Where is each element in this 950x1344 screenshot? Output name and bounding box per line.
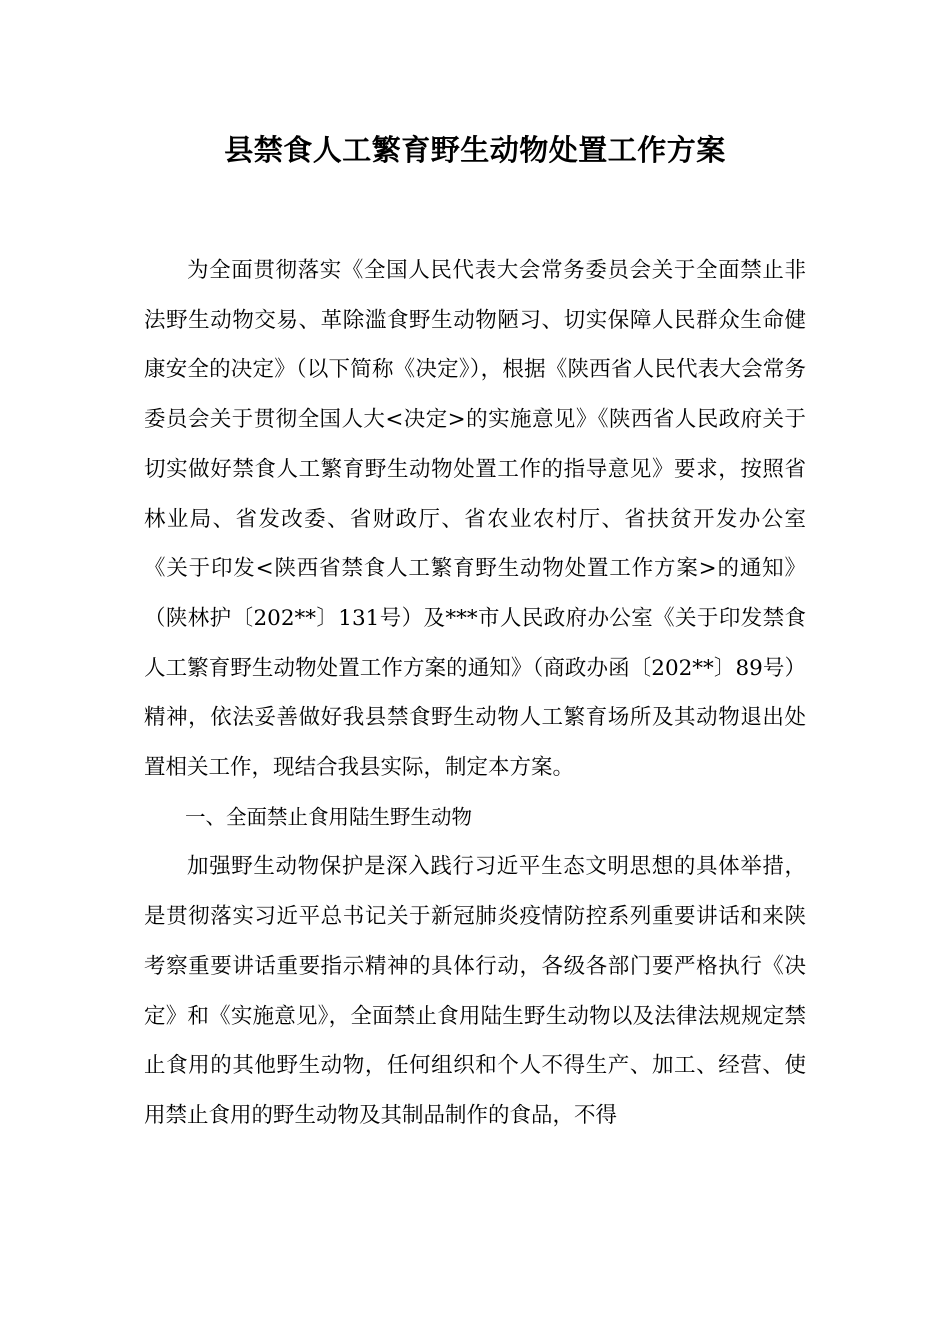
section-1-paragraph: 加强野生动物保护是深入践行习近平生态文明思想的具体举措，是贯彻落实习近平总书记关于新冠肺炎疫情防控系列重要讲话和来陕考察重要讲话重要指示精神的具体行动，各级各部门要严格执行《决定》和《实施意见》，全面禁止食用陆生野生动物以及法律法规规定禁止食用的其他野生动物，任何组织和个人不得生产、加工、经营、使用禁止食用的野生动物及其制品制作的食品，不得: [144, 854, 806, 1128]
intro-paragraph: 为全面贯彻落实《全国人民代表大会常务委员会关于全面禁止非法野生动物交易、革除滥食野生动物陋习、切实保障人民群众生命健康安全的决定》（以下简称《决定》），根据《陕西省人民代表大会常务委员会关于贯彻全国人大<决定>的实施意见》《陕西省人民政府关于切实做好禁食人工繁育野生动物处置工作的指导意见》要求，按照省林业局、省发改委、省财政厅、省农业农村厅、省扶贫开发办公室《关于印发<陕西省禁食人工繁育野生动物处置工作方案>的通知》（陕林护〔202**〕131号）及***市人民政府办公室《关于印发禁食人工繁育野生动物处置工作方案的通知》（商政办函〔202**〕89号）精神，依法妥善做好我县禁食野生动物人工繁育场所及其动物退出处置相关工作，现结合我县实际，制定本方案。: [144, 258, 806, 781]
document-title: 县禁食人工繁育野生动物处置工作方案: [224, 133, 726, 167]
section-heading-1: 一、全面禁止食用陆生野生动物: [185, 804, 472, 829]
document-body: [144, 246, 806, 1141]
